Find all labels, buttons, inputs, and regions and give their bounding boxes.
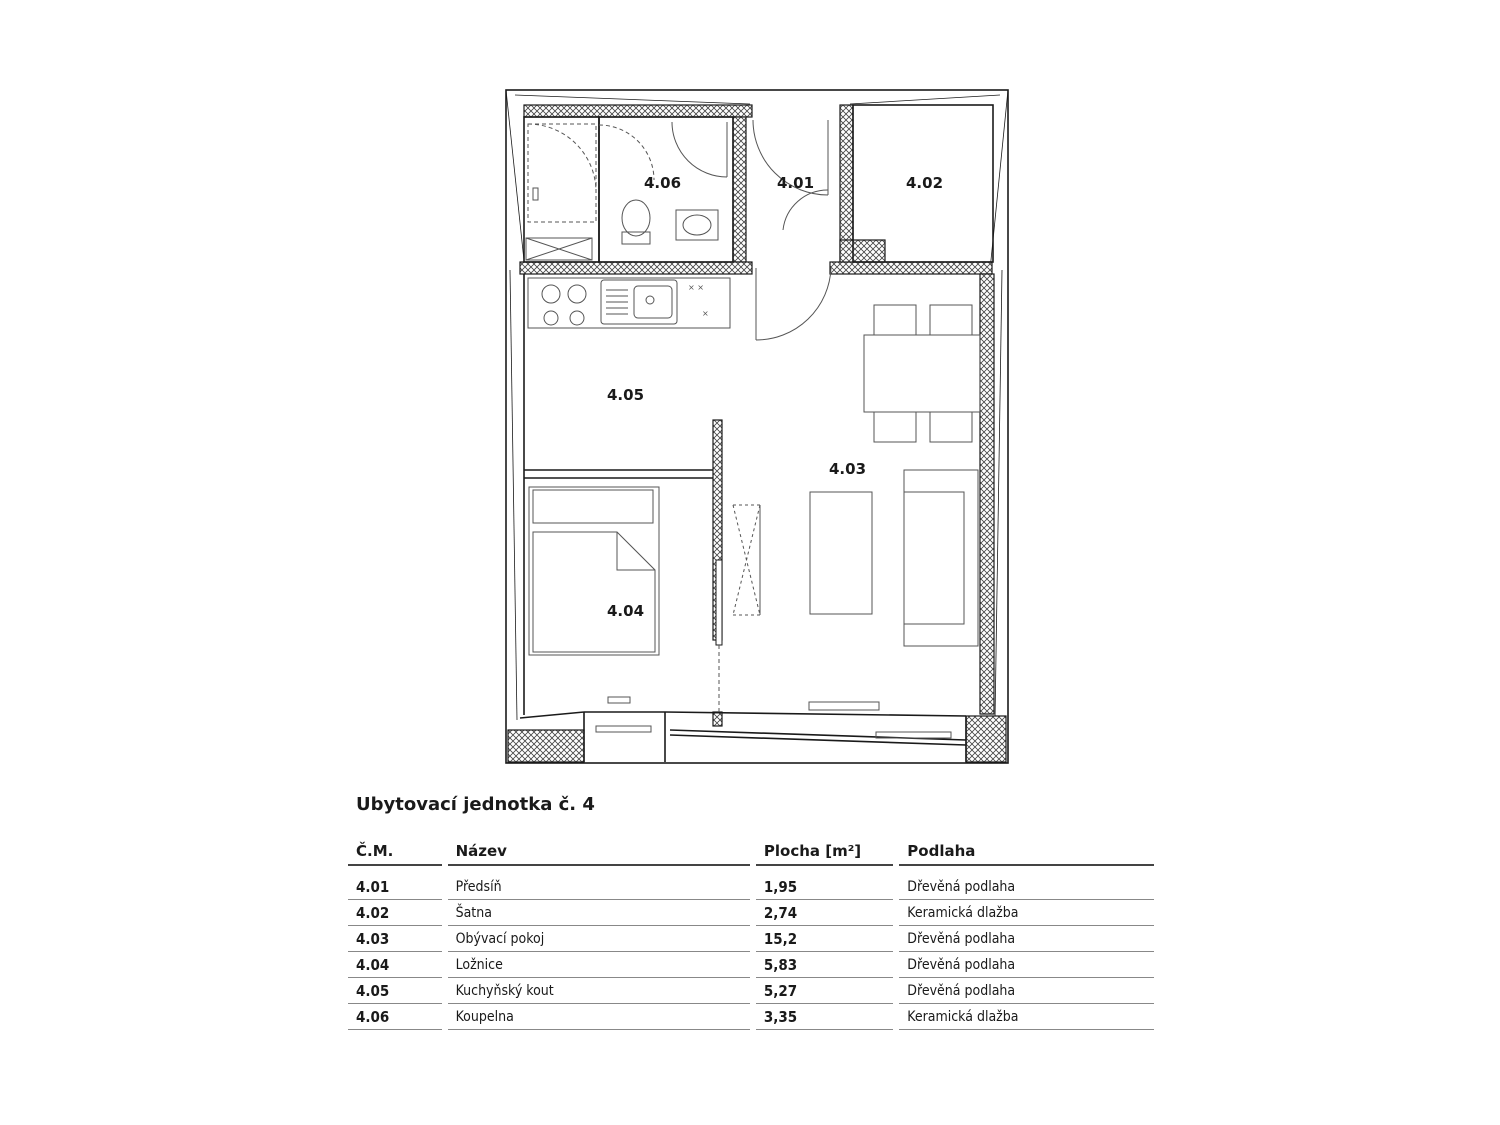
room-name: Obývací pokoj (448, 926, 750, 952)
room-area: 3,35 (756, 1004, 893, 1030)
room-schedule-table (348, 838, 1154, 1030)
room-floor: Keramická dlažba (899, 1004, 1154, 1030)
table-header-row (348, 838, 1154, 866)
table-row (348, 874, 1154, 900)
room-label-4-04: 4.04 (607, 602, 645, 620)
room-name: Kuchyňský kout (448, 978, 750, 1004)
room-floor: Keramická dlažba (899, 900, 1154, 926)
room-area: 5,83 (756, 952, 893, 978)
room-floor: Dřevěná podlaha (899, 926, 1154, 952)
table-row (348, 926, 1154, 952)
table-row (348, 952, 1154, 978)
furniture (526, 124, 980, 738)
unit-title: Ubytovací jednotka č. 4 (356, 794, 595, 815)
room-name: Předsíň (448, 874, 750, 900)
room-number: 4.03 (348, 926, 442, 952)
room-area: 5,27 (756, 978, 893, 1004)
table-row (348, 978, 1154, 1004)
room-number: 4.01 (348, 874, 442, 900)
column-header-number: Č.M. (348, 838, 442, 866)
column-header-floor: Podlaha (899, 838, 1154, 866)
room-name: Koupelna (448, 1004, 750, 1030)
room-number: 4.02 (348, 900, 442, 926)
svg-text:× ×: × × (688, 283, 704, 292)
hatched-walls (508, 105, 1006, 762)
room-area: 15,2 (756, 926, 893, 952)
room-area: 2,74 (756, 900, 893, 926)
room-label-4-03: 4.03 (829, 460, 867, 478)
interior-partitions (520, 105, 993, 762)
table-row (348, 900, 1154, 926)
column-header-area: Plocha [m²] (756, 838, 893, 866)
room-number: 4.05 (348, 978, 442, 1004)
room-area: 1,95 (756, 874, 893, 900)
table-row (348, 1004, 1154, 1030)
room-label-4-01: 4.01 (777, 174, 815, 192)
room-number: 4.04 (348, 952, 442, 978)
room-label-4-02: 4.02 (906, 174, 944, 192)
room-floor: Dřevěná podlaha (899, 978, 1154, 1004)
room-name: Šatna (448, 900, 750, 926)
room-label-4-05: 4.05 (607, 386, 645, 404)
room-floor: Dřevěná podlaha (899, 952, 1154, 978)
room-label-4-06: 4.06 (644, 174, 682, 192)
room-number: 4.06 (348, 1004, 442, 1030)
room-name: Ložnice (448, 952, 750, 978)
svg-text:×: × (702, 309, 709, 318)
room-floor: Dřevěná podlaha (899, 874, 1154, 900)
column-header-name: Název (448, 838, 750, 866)
